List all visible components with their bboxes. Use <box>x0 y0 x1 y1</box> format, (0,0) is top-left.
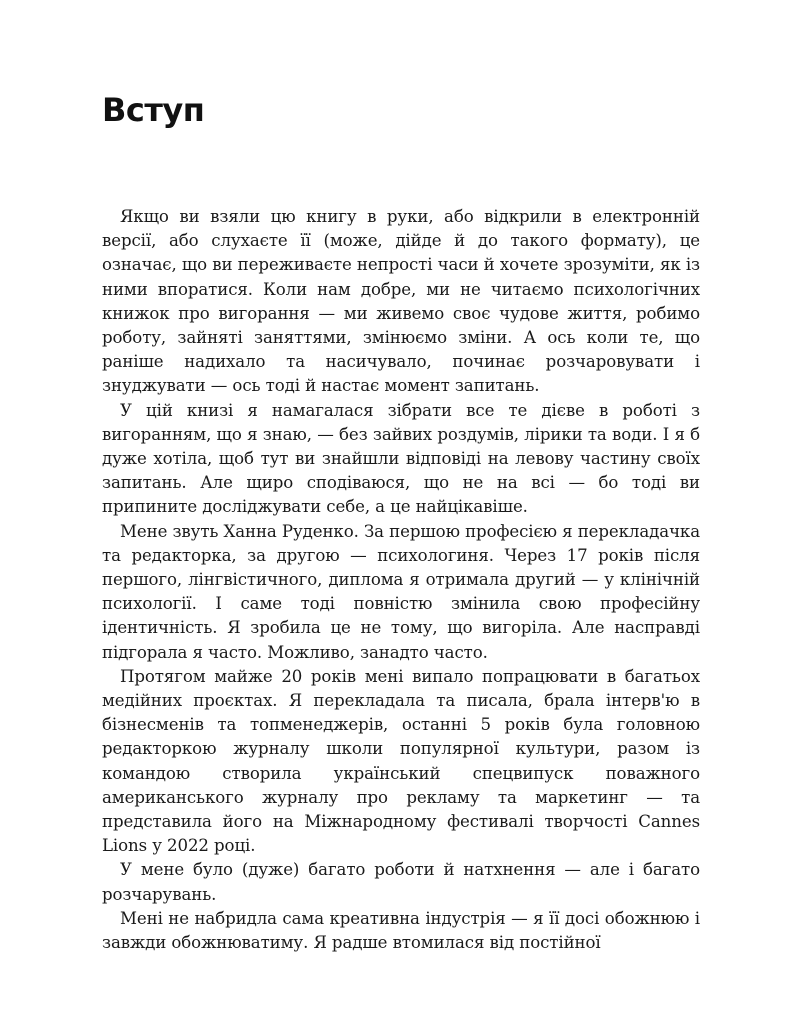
chapter-body <box>102 205 700 955</box>
paragraph-intro: Якщо ви взяли цю книгу в руки, або відкрили в електронній версії, або слухаєте її (може, дійде й до такого формату), це означає, що ви переживаєте непрості часи й хочете зрозуміти, як із ними впоратися. Коли нам добре, ми не читаємо психологічних книжок про вигорання — ми живемо своє чудове життя, робимо роботу, зайняті заняттями, змінюємо зміни. А ось коли те, що раніше надихало та насичувало, починає розчаровувати і знуджувати — ось тоді й настає момент запитань. <box>102 207 700 396</box>
chapter-title: Вступ <box>102 91 205 129</box>
paragraph-disappointments: У мене було (дуже) багато роботи й натхнення — але і багато розчарувань. <box>102 860 700 904</box>
paragraph-author: Мене звуть Ханна Руденко. За першою професією я перекладачка та редакторка, за другою — психологиня. Через 17 років після першого, лінгвістичного, диплома я отримала другий — у клінічній психології. І саме тоді повністю змінила свою професійну ідентичність. Я зробила це не тому, що вигоріла. Але насправді підгорала я часто. Можливо, занадто часто. <box>102 521 700 662</box>
paragraph-media-career: Протягом майже 20 років мені випало попрацювати в багатьох медійних проєктах. Я перекладала та писала, брала інтерв'ю в бізнесменів та топменеджерів, останні 5 років була головною редакторкою журналу школи популярної культури, разом із командою створила український спецвипуск поважного американського журналу про рекламу та маркетинг — та представила його на Міжнародному фестивалі творчості Cannes Lions у 2022 році. <box>102 666 700 856</box>
paragraph-book-goal: У цій книзі я намагалася зібрати все те дієве в роботі з вигоранням, що я знаю, — без зайвих роздумів, лірики та води. І я б дуже хотіла, щоб тут ви знайшли відповіді на левову частину своїх запитань. Але щиро сподіваюся, що не на всі — бо тоді ви припините досліджувати себе, а це найцікавіше. <box>102 400 700 517</box>
paragraph-creative-industry: Мені не набридла сама креативна індустрія — я її досі обожнюю і завжди обожнюватиму. Я радше втомилася від постійної <box>102 908 700 953</box>
